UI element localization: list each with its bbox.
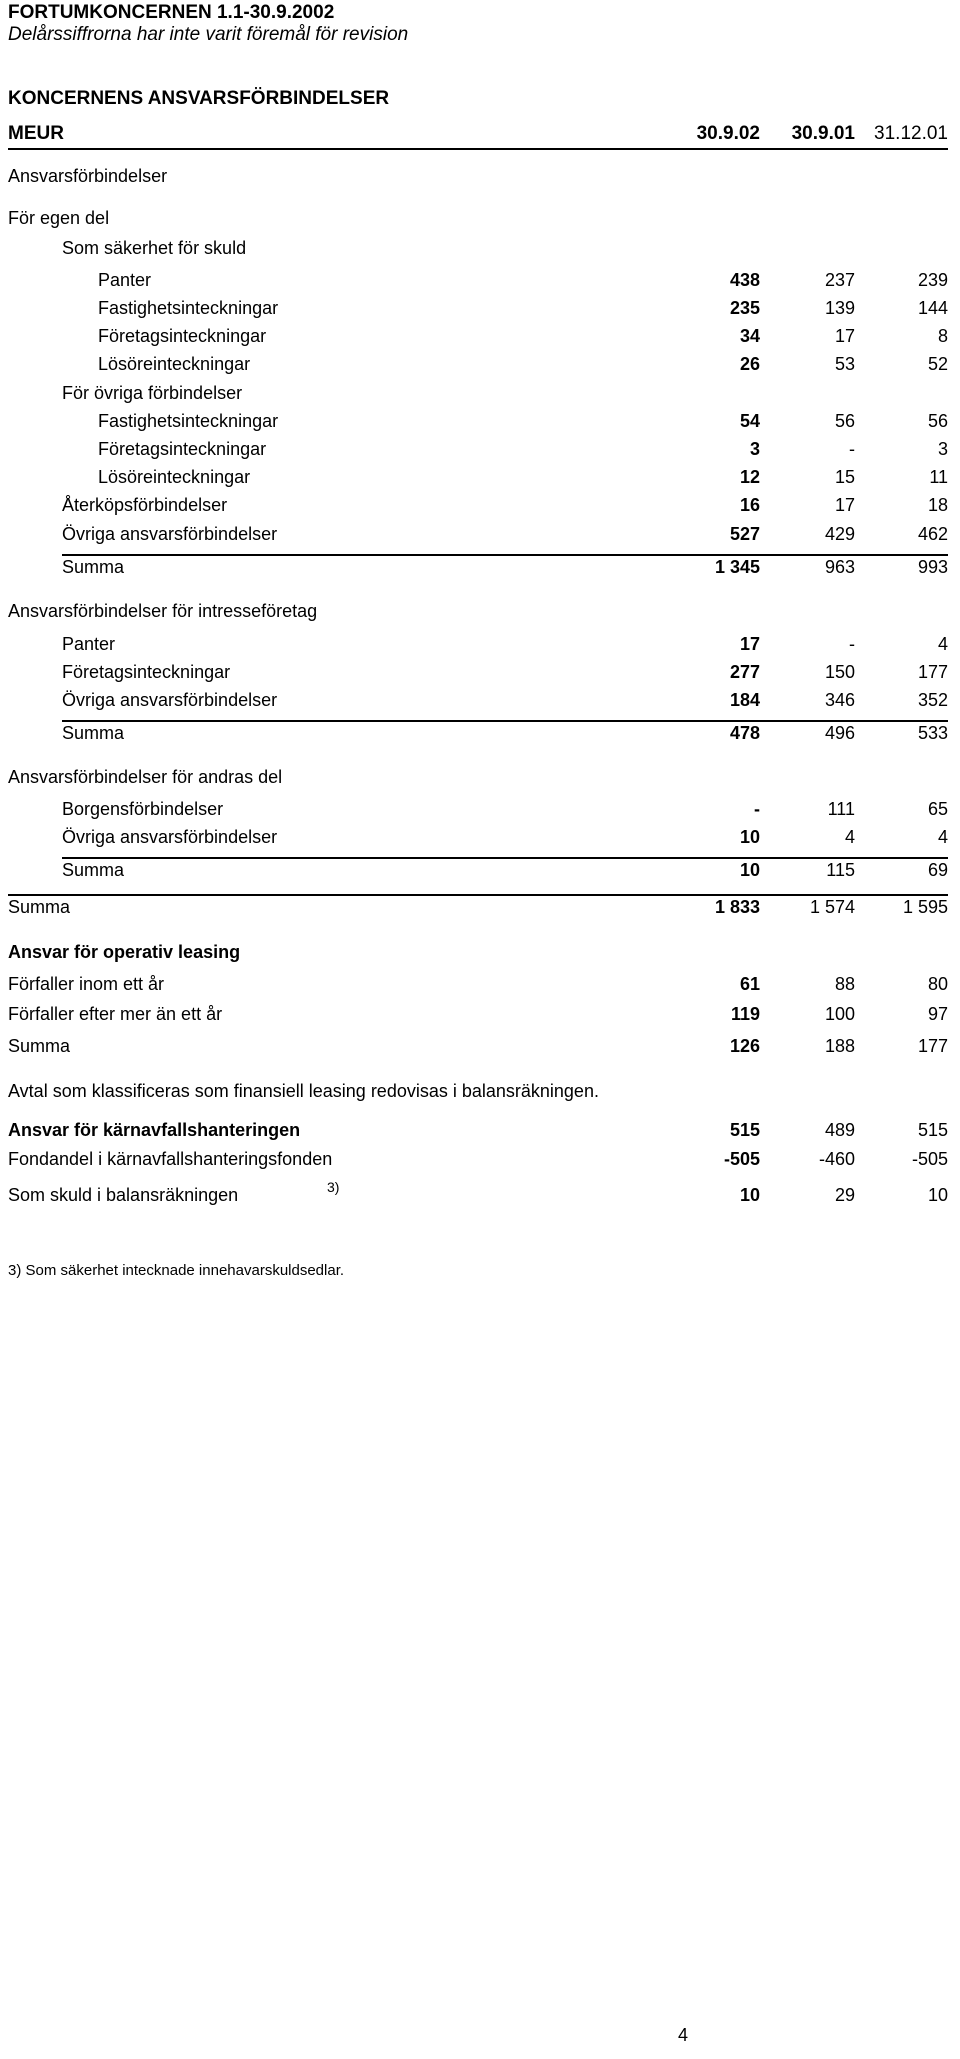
row-label: Företagsinteckningar [62, 662, 231, 682]
row-label: Summa [62, 860, 125, 880]
row-value-2: -460 [818, 1149, 855, 1169]
row-label: Övriga ansvarsförbindelser [62, 524, 278, 544]
row-label: Summa [62, 723, 125, 743]
row-value-1: 527 [729, 524, 760, 544]
row-label: Ansvar för operativ leasing [8, 942, 241, 962]
row-value-3: 352 [917, 690, 948, 710]
row-value-2: 1 574 [809, 897, 855, 917]
row-value-3: 65 [927, 799, 948, 819]
row-value-3: 52 [927, 354, 948, 374]
row-value-3: 97 [927, 1004, 948, 1024]
row-label: Lösöreinteckningar [98, 467, 251, 487]
section-title: KONCERNENS ANSVARSFÖRBINDELSER [8, 88, 390, 109]
row-value-3: 993 [917, 557, 948, 577]
footnote: 3) Som säkerhet intecknade innehavarskuldsedlar. [8, 1262, 345, 1279]
row-value-1: 119 [730, 1004, 760, 1024]
page-number: 4 [678, 2025, 689, 2045]
row-label: Fastighetsinteckningar [98, 298, 279, 318]
row-value-3: 8 [937, 326, 948, 346]
table-row [0, 1149, 960, 1175]
table-row [0, 383, 960, 409]
row-value-1: 16 [739, 495, 760, 515]
table-row [0, 860, 960, 886]
row-value-1: 277 [729, 662, 760, 682]
table-row [0, 1081, 960, 1107]
row-value-2: 17 [834, 495, 855, 515]
row-value-3: 10 [927, 1185, 948, 1205]
table-row [0, 827, 960, 853]
row-label: Fastighetsinteckningar [98, 411, 279, 431]
row-value-3: 69 [927, 860, 948, 880]
row-label: Panter [98, 270, 152, 290]
row-value-1: 515 [729, 1120, 760, 1140]
row-value-3: -505 [911, 1149, 948, 1169]
row-value-1: 26 [739, 354, 760, 374]
row-value-2: 237 [824, 270, 855, 290]
row-value-3: 177 [917, 662, 948, 682]
row-value-2: 29 [834, 1185, 855, 1205]
table-row [0, 662, 960, 688]
row-value-1: 3 [749, 439, 760, 459]
row-label: Företagsinteckningar [98, 439, 267, 459]
row-value-3: 239 [917, 270, 948, 290]
table-row [0, 723, 960, 749]
row-label: Övriga ansvarsförbindelser [62, 690, 278, 710]
row-value-3: 4 [937, 634, 948, 654]
table-row [0, 238, 960, 264]
row-value-1: 17 [739, 634, 760, 654]
row-label: Summa [8, 1036, 71, 1056]
row-value-2: 150 [824, 662, 855, 682]
table-row [0, 1120, 960, 1146]
table-row [0, 942, 960, 968]
row-label: Företagsinteckningar [98, 326, 267, 346]
row-value-3: 533 [917, 723, 948, 743]
row-value-2: 489 [824, 1120, 855, 1140]
row-value-2: - [849, 439, 855, 459]
row-value-1: 126 [729, 1036, 760, 1056]
table-row [0, 1036, 960, 1062]
row-value-1: 10 [739, 827, 760, 847]
row-value-2: 15 [834, 467, 855, 487]
row-label: Lösöreinteckningar [98, 354, 251, 374]
row-label: Avtal som klassificeras som finansiell leasing redovisas i balansräkningen. [8, 1081, 599, 1101]
column-header-2: 30.9.01 [791, 123, 855, 144]
row-value-3: 3 [937, 439, 948, 459]
row-value-2: 429 [824, 524, 855, 544]
header-rule [8, 148, 948, 150]
row-label: Ansvarsförbindelser för andras del [8, 767, 283, 787]
row-value-2: 56 [834, 411, 855, 431]
row-value-1: 438 [729, 270, 760, 290]
row-label: Fondandel i kärnavfallshanteringsfonden [8, 1149, 333, 1169]
row-value-2: 139 [824, 298, 855, 318]
row-label: Ansvarsförbindelser för intresseföretag [8, 601, 318, 621]
column-header-1: 30.9.02 [696, 123, 760, 144]
table-row [0, 298, 960, 324]
table-row [0, 166, 960, 192]
row-value-3: 177 [917, 1036, 948, 1056]
row-value-2: 88 [834, 974, 855, 994]
table-row [0, 974, 960, 1000]
row-value-2: 115 [826, 860, 855, 880]
row-value-1: 10 [739, 860, 760, 880]
table-row [0, 495, 960, 521]
row-value-1: - [754, 799, 760, 819]
row-value-3: 462 [917, 524, 948, 544]
table-row [0, 524, 960, 550]
table-row [0, 690, 960, 716]
row-value-2: 4 [844, 827, 855, 847]
row-value-1: 12 [739, 467, 760, 487]
row-label: Summa [62, 557, 125, 577]
table-row [0, 1004, 960, 1030]
row-value-2: 100 [824, 1004, 855, 1024]
table-row [0, 767, 960, 793]
table-row [0, 411, 960, 437]
subtotal-rule [62, 554, 948, 556]
row-value-2: 963 [824, 557, 855, 577]
row-label: Borgensförbindelser [62, 799, 224, 819]
table-row [0, 1179, 960, 1211]
table-row [0, 326, 960, 352]
row-value-1: 478 [729, 723, 760, 743]
row-value-2: 496 [824, 723, 855, 743]
row-value-1: -505 [723, 1149, 760, 1169]
table-row [0, 354, 960, 380]
row-label: Förfaller inom ett år [8, 974, 165, 994]
row-value-1: 10 [739, 1185, 760, 1205]
row-value-3: 18 [927, 495, 948, 515]
row-value-2: 53 [834, 354, 855, 374]
row-value-3: 56 [927, 411, 948, 431]
row-value-2: 346 [824, 690, 855, 710]
row-label: Övriga ansvarsförbindelser [62, 827, 278, 847]
row-value-3: 1 595 [902, 897, 948, 917]
row-value-3: 4 [937, 827, 948, 847]
row-label: Återköpsförbindelser [62, 495, 228, 515]
table-row [0, 601, 960, 627]
table-row [0, 799, 960, 825]
unit-label: MEUR [8, 123, 64, 144]
row-label: Ansvar för kärnavfallshanteringen [8, 1120, 301, 1140]
row-value-1: 54 [739, 411, 760, 431]
table-row [0, 208, 960, 234]
row-value-1: 1 345 [714, 557, 760, 577]
table-row [0, 467, 960, 493]
row-value-3: 11 [929, 467, 948, 487]
table-row [0, 557, 960, 583]
row-value-1: 34 [739, 326, 760, 346]
row-value-2: 17 [834, 326, 855, 346]
column-header-row [8, 123, 948, 145]
table-row [0, 897, 960, 923]
row-value-1: 235 [729, 298, 760, 318]
subtotal-rule [8, 894, 948, 896]
row-value-2: - [849, 634, 855, 654]
row-label: Ansvarsförbindelser [8, 166, 168, 186]
subtotal-rule [62, 720, 948, 722]
column-header-3: 31.12.01 [874, 123, 948, 144]
row-label: För egen del [8, 208, 110, 228]
row-value-1: 1 833 [714, 897, 760, 917]
row-value-1: 61 [739, 974, 760, 994]
row-value-2: 111 [827, 799, 855, 819]
footnote-ref: 3) [327, 1179, 340, 1195]
table-row [0, 439, 960, 465]
table-row [0, 270, 960, 296]
row-value-3: 144 [917, 298, 948, 318]
row-label: Summa [8, 897, 71, 917]
row-value-1: 184 [729, 690, 760, 710]
row-label: Som skuld i balansräkningen [8, 1185, 239, 1205]
report-title: FORTUMKONCERNEN 1.1-30.9.2002 [8, 2, 335, 23]
row-label: Panter [62, 634, 116, 654]
subtotal-rule [62, 857, 948, 859]
row-value-3: 80 [927, 974, 948, 994]
table-row [0, 634, 960, 660]
row-value-2: 188 [824, 1036, 855, 1056]
row-value-3: 515 [917, 1120, 948, 1140]
row-label: Förfaller efter mer än ett år [8, 1004, 223, 1024]
row-label: Som säkerhet för skuld [62, 238, 247, 258]
row-label: För övriga förbindelser [62, 383, 243, 403]
report-subtitle: Delårssiffrorna har inte varit föremål för revision [8, 24, 409, 45]
